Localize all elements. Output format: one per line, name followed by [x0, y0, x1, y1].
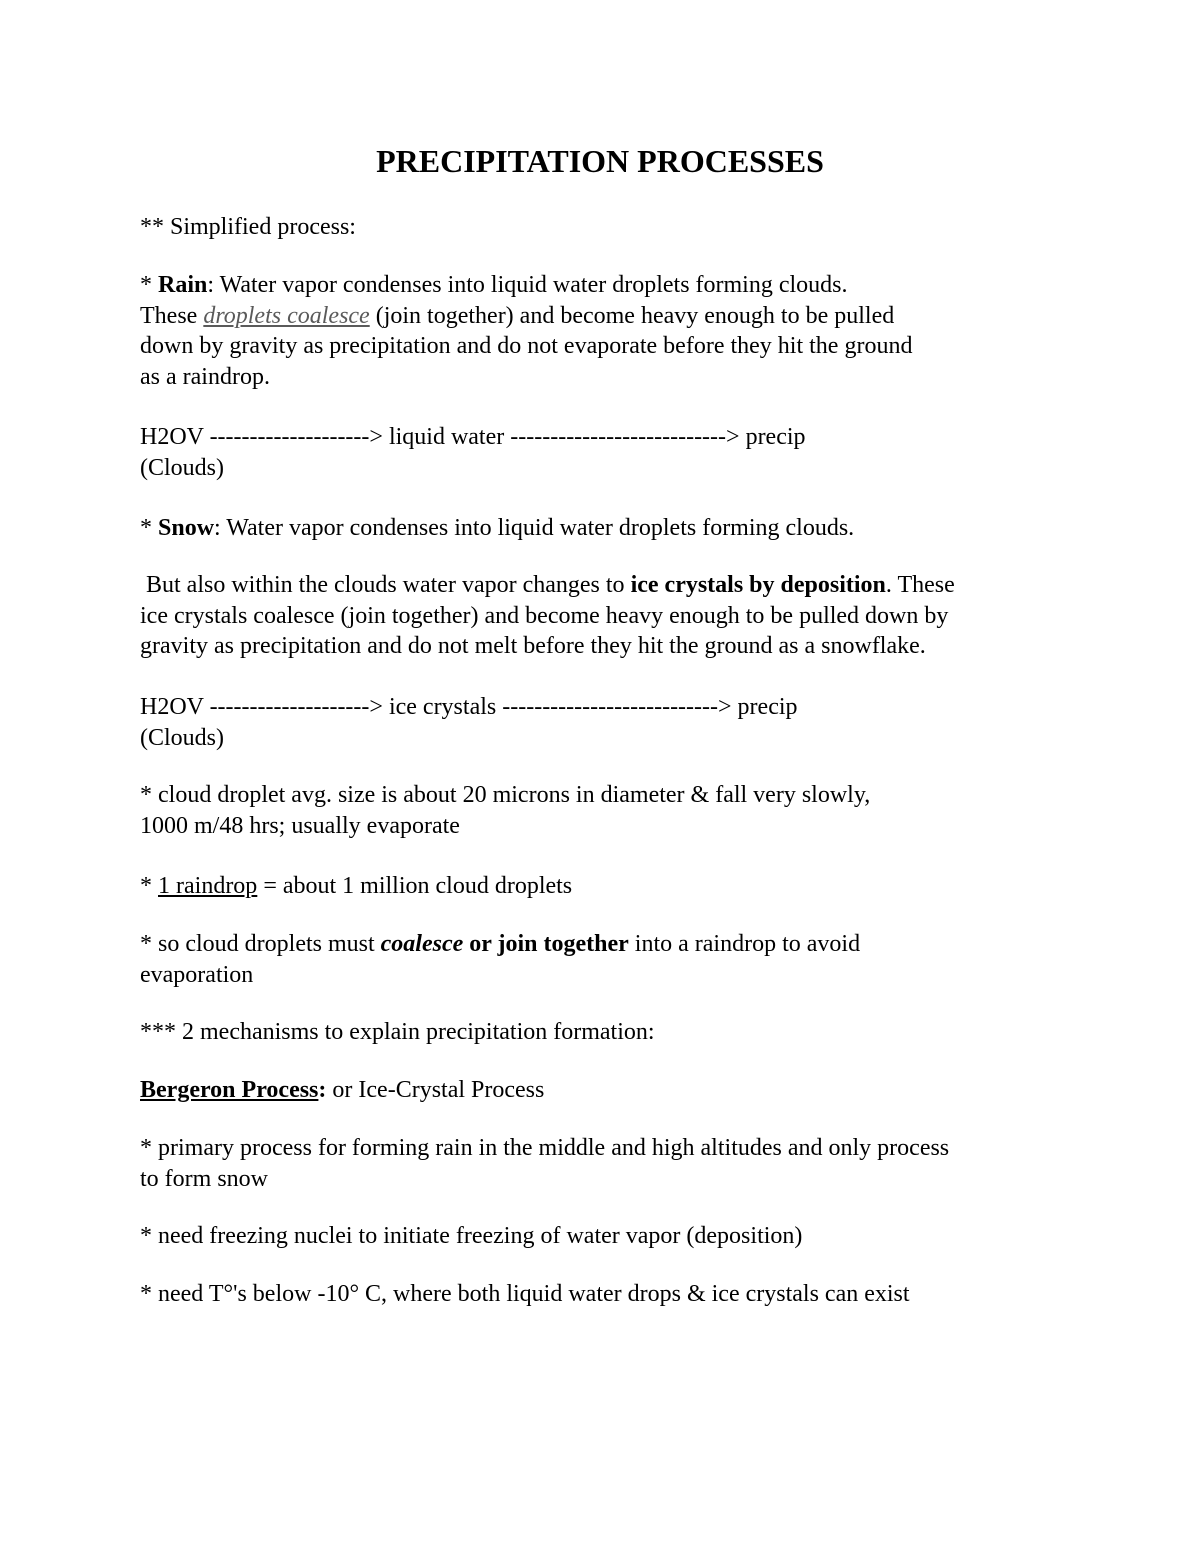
mechanisms-heading: *** 2 mechanisms to explain precipitation formation:	[140, 1019, 655, 1045]
coalesce-pre: * so cloud droplets must	[140, 931, 381, 957]
bergeron-process-title: Bergeron Process	[140, 1077, 319, 1103]
rain-flow-line-2: (Clouds)	[140, 454, 224, 481]
primary-line-2: to form snow	[140, 1165, 268, 1192]
snow-label: Snow	[158, 515, 215, 541]
bergeron-rest: or Ice-Crystal Process	[326, 1077, 545, 1103]
snow-flow-line-2: (Clouds)	[140, 724, 224, 751]
rain-line-1	[140, 270, 1060, 301]
droplet-line-2: 1000 m/48 hrs; usually evaporate	[140, 812, 460, 839]
rain-line-2	[140, 301, 1060, 332]
rain-flow-line-1: H2OV --------------------> liquid water ---------------------------> precip	[140, 424, 806, 450]
raindrop-prefix: *	[140, 873, 158, 899]
snow-para-line-1	[140, 570, 1060, 601]
coalesce-line-1	[140, 929, 1060, 960]
snow-para-pre: But also within the clouds water vapor changes to	[140, 572, 631, 598]
snow-para-post: . These	[885, 572, 955, 598]
primary-process-bullet	[140, 1133, 1060, 1194]
rain-line-1-text: : Water vapor condenses into liquid water droplets forming clouds.	[207, 272, 848, 298]
raindrop-rest: = about 1 million cloud droplets	[257, 873, 573, 899]
snow-prefix: *	[140, 515, 158, 541]
snow-para-line-2: ice crystals coalesce (join together) and become heavy enough to be pulled down by	[140, 602, 949, 629]
droplet-line-1: * cloud droplet avg. size is about 20 microns in diameter & fall very slowly,	[140, 782, 871, 808]
rain-flow	[140, 422, 1060, 483]
coalesce-line-2: evaporation	[140, 961, 254, 988]
coalesce-bullet	[140, 929, 1060, 990]
rain-line-2-pre: These	[140, 302, 204, 329]
freezing-nuclei-bullet: * need freezing nuclei to initiate freezing of water vapor (deposition)	[140, 1223, 803, 1249]
coalesce-word: coalesce	[380, 931, 464, 957]
join-together: or join together	[463, 931, 629, 957]
rain-label: Rain	[158, 272, 208, 298]
rain-paragraph	[140, 270, 1060, 392]
page-title: PRECIPITATION PROCESSES	[376, 143, 824, 179]
snow-heading-line	[140, 513, 1060, 544]
rain-prefix: *	[140, 272, 158, 298]
droplets-coalesce-link: droplets coalesce	[203, 302, 370, 329]
bergeron-colon: :	[318, 1077, 327, 1103]
temperature-bullet: * need T°'s below -10° C, where both liquid water drops & ice crystals can exist	[140, 1281, 910, 1307]
snow-para-line-3: gravity as precipitation and do not melt before they hit the ground as a snowflake.	[140, 633, 926, 659]
primary-line-1: * primary process for forming rain in the middle and high altitudes and only process	[140, 1135, 950, 1161]
raindrop-bullet	[140, 871, 1060, 902]
rain-line-3: down by gravity as precipitation and do not evaporate before they hit the ground	[140, 333, 913, 359]
snow-flow-line-1: H2OV --------------------> ice crystals ---------------------------> precip	[140, 694, 798, 720]
ice-crystals-by-deposition: ice crystals by deposition	[630, 572, 886, 598]
simplified-heading: ** Simplified process:	[140, 214, 356, 240]
rain-line-4: as a raindrop.	[140, 363, 270, 390]
droplet-size-bullet	[140, 780, 1060, 841]
rain-line-2-text: (join together) and become heavy enough to be pulled	[369, 302, 895, 329]
snow-flow	[140, 692, 1060, 753]
coalesce-post: into a raindrop to avoid	[628, 931, 861, 957]
bergeron-heading	[140, 1075, 1060, 1106]
snow-paragraph	[140, 570, 1060, 662]
snow-line-1-text: : Water vapor condenses into liquid water droplets forming clouds.	[214, 515, 855, 541]
raindrop-underlined: 1 raindrop	[158, 873, 258, 899]
